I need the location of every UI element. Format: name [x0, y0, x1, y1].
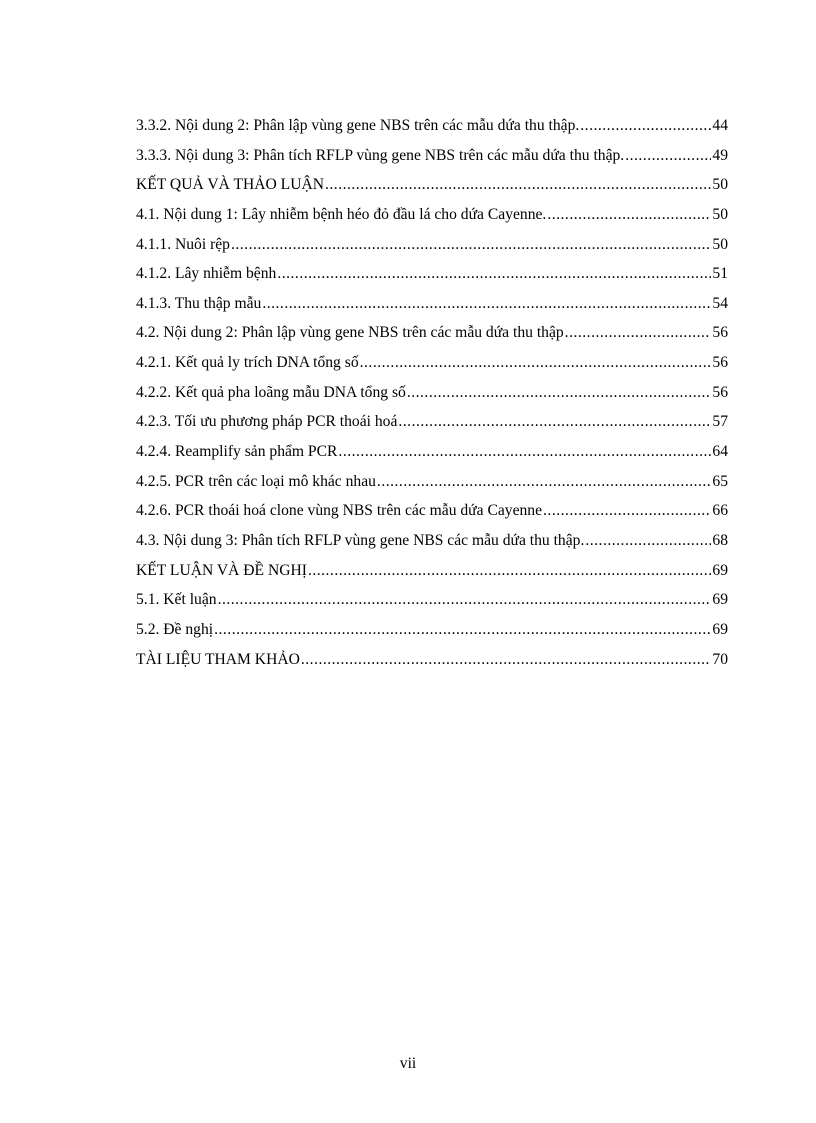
- toc-entry-title: 4.1.2. Lây nhiễm bệnh: [136, 265, 277, 283]
- page-number: vii: [399, 1055, 417, 1072]
- toc-leader-dots: [338, 437, 711, 467]
- toc-entry[interactable]: [136, 585, 728, 615]
- toc-entry[interactable]: [136, 200, 728, 230]
- toc-entry[interactable]: [136, 318, 728, 348]
- toc-entry-page: 56: [712, 354, 728, 372]
- toc-entry[interactable]: [136, 407, 728, 437]
- toc-entry-page: 70: [712, 650, 728, 668]
- toc-leader-dots: [214, 615, 711, 645]
- toc-leader-dots: [547, 200, 711, 230]
- toc-entry-title: 4.1.3. Thu thập mẫu: [136, 294, 262, 312]
- toc-entry[interactable]: [136, 556, 728, 586]
- toc-entry-page: 54: [712, 294, 728, 312]
- toc-entry-title: 4.2.6. PCR thoái hoá clone vùng NBS trên các mẫu dứa Cayenne: [136, 502, 543, 520]
- toc-entry-title: 4.2.1. Kết quả ly trích DNA tổng số: [136, 354, 359, 372]
- toc-entry-title: 4.3. Nội dung 3: Phân tích RFLP vùng gene NBS các mẫu dứa thu thập.: [136, 531, 585, 549]
- toc-entry-page: 50: [712, 235, 728, 253]
- toc-leader-dots: [301, 645, 712, 675]
- toc-entry[interactable]: [136, 645, 728, 675]
- toc-entry[interactable]: [136, 259, 728, 289]
- toc-entry-page: 69: [712, 620, 728, 638]
- toc-leader-dots: [360, 348, 712, 378]
- toc-entry-page: 49: [712, 146, 728, 164]
- toc-leader-dots: [407, 378, 712, 408]
- toc-entry-page: 68: [712, 531, 728, 549]
- toc-entry-page: 56: [712, 324, 728, 342]
- toc-entry[interactable]: [136, 378, 728, 408]
- toc-leader-dots: [231, 230, 711, 260]
- toc-entry-page: 50: [712, 205, 728, 223]
- toc-leader-dots: [325, 170, 711, 200]
- toc-entry-title: 5.2. Đề nghị: [136, 620, 214, 638]
- toc-entry-title: KẾT QUẢ VÀ THẢO LUẬN: [136, 176, 324, 194]
- toc-leader-dots: [377, 467, 711, 497]
- toc-entry-page: 57: [712, 413, 728, 431]
- toc-leader-dots: [262, 289, 711, 319]
- toc-leader-dots: [585, 526, 711, 556]
- toc-leader-dots: [308, 556, 711, 586]
- toc-entry[interactable]: [136, 526, 728, 556]
- toc-leader-dots: [218, 585, 712, 615]
- toc-entry-page: 56: [712, 383, 728, 401]
- toc-entry-title: 3.3.2. Nội dung 2: Phân lập vùng gene NBS trên các mẫu dứa thu thập.: [136, 117, 580, 134]
- toc-entry-title: KẾT LUẬN VÀ ĐỀ NGHỊ: [136, 561, 307, 579]
- toc-entry-page: 66: [712, 502, 728, 520]
- toc-leader-dots: [277, 259, 711, 289]
- toc-entry-page: 50: [712, 176, 728, 194]
- toc-entry-title: 4.2.4. Reamplify sản phẩm PCR: [136, 443, 338, 461]
- toc-leader-dots: [580, 111, 711, 141]
- toc-entry[interactable]: [136, 230, 728, 260]
- toc-entry-title: 4.2.5. PCR trên các loại mô khác nhau: [136, 472, 376, 490]
- toc-entry[interactable]: [136, 615, 728, 645]
- toc-entry-page: 64: [712, 443, 728, 461]
- toc-entry-title: 5.1. Kết luận: [136, 591, 217, 609]
- toc-entry[interactable]: [136, 348, 728, 378]
- toc-leader-dots: [625, 141, 711, 171]
- toc-entry[interactable]: [136, 170, 728, 200]
- toc-leader-dots: [565, 318, 712, 348]
- toc-entry[interactable]: [136, 289, 728, 319]
- toc-entry-title: 3.3.3. Nội dung 3: Phân tích RFLP vùng gene NBS trên các mẫu dứa thu thập.: [136, 146, 625, 164]
- toc-entry-page: 69: [712, 561, 728, 579]
- toc-entry-page: 51: [712, 265, 728, 283]
- toc-entry[interactable]: [136, 467, 728, 497]
- toc-leader-dots: [543, 496, 711, 526]
- toc-entry-title: 4.1.1. Nuôi rệp: [136, 235, 230, 253]
- toc-entry-title: 4.1. Nội dung 1: Lây nhiễm bệnh héo đỏ đầu lá cho dứa Cayenne.: [136, 205, 547, 223]
- toc-entry[interactable]: [136, 496, 728, 526]
- toc-entry[interactable]: [136, 141, 728, 171]
- toc-entry-page: 44: [712, 117, 728, 134]
- toc-entry-page: 65: [712, 472, 728, 490]
- table-of-contents: [136, 111, 728, 674]
- toc-entry-title: 4.2.2. Kết quả pha loãng mẫu DNA tổng số: [136, 383, 406, 401]
- toc-entry-title: TÀI LIỆU THAM KHẢO: [136, 650, 300, 668]
- toc-entry-page: 69: [712, 591, 728, 609]
- toc-entry-title: 4.2.3. Tối ưu phương pháp PCR thoái hoá: [136, 413, 398, 431]
- toc-entry[interactable]: [136, 111, 728, 141]
- toc-leader-dots: [398, 407, 711, 437]
- toc-entry-title: 4.2. Nội dung 2: Phân lập vùng gene NBS trên các mẫu dứa thu thập: [136, 324, 564, 342]
- toc-entry[interactable]: [136, 437, 728, 467]
